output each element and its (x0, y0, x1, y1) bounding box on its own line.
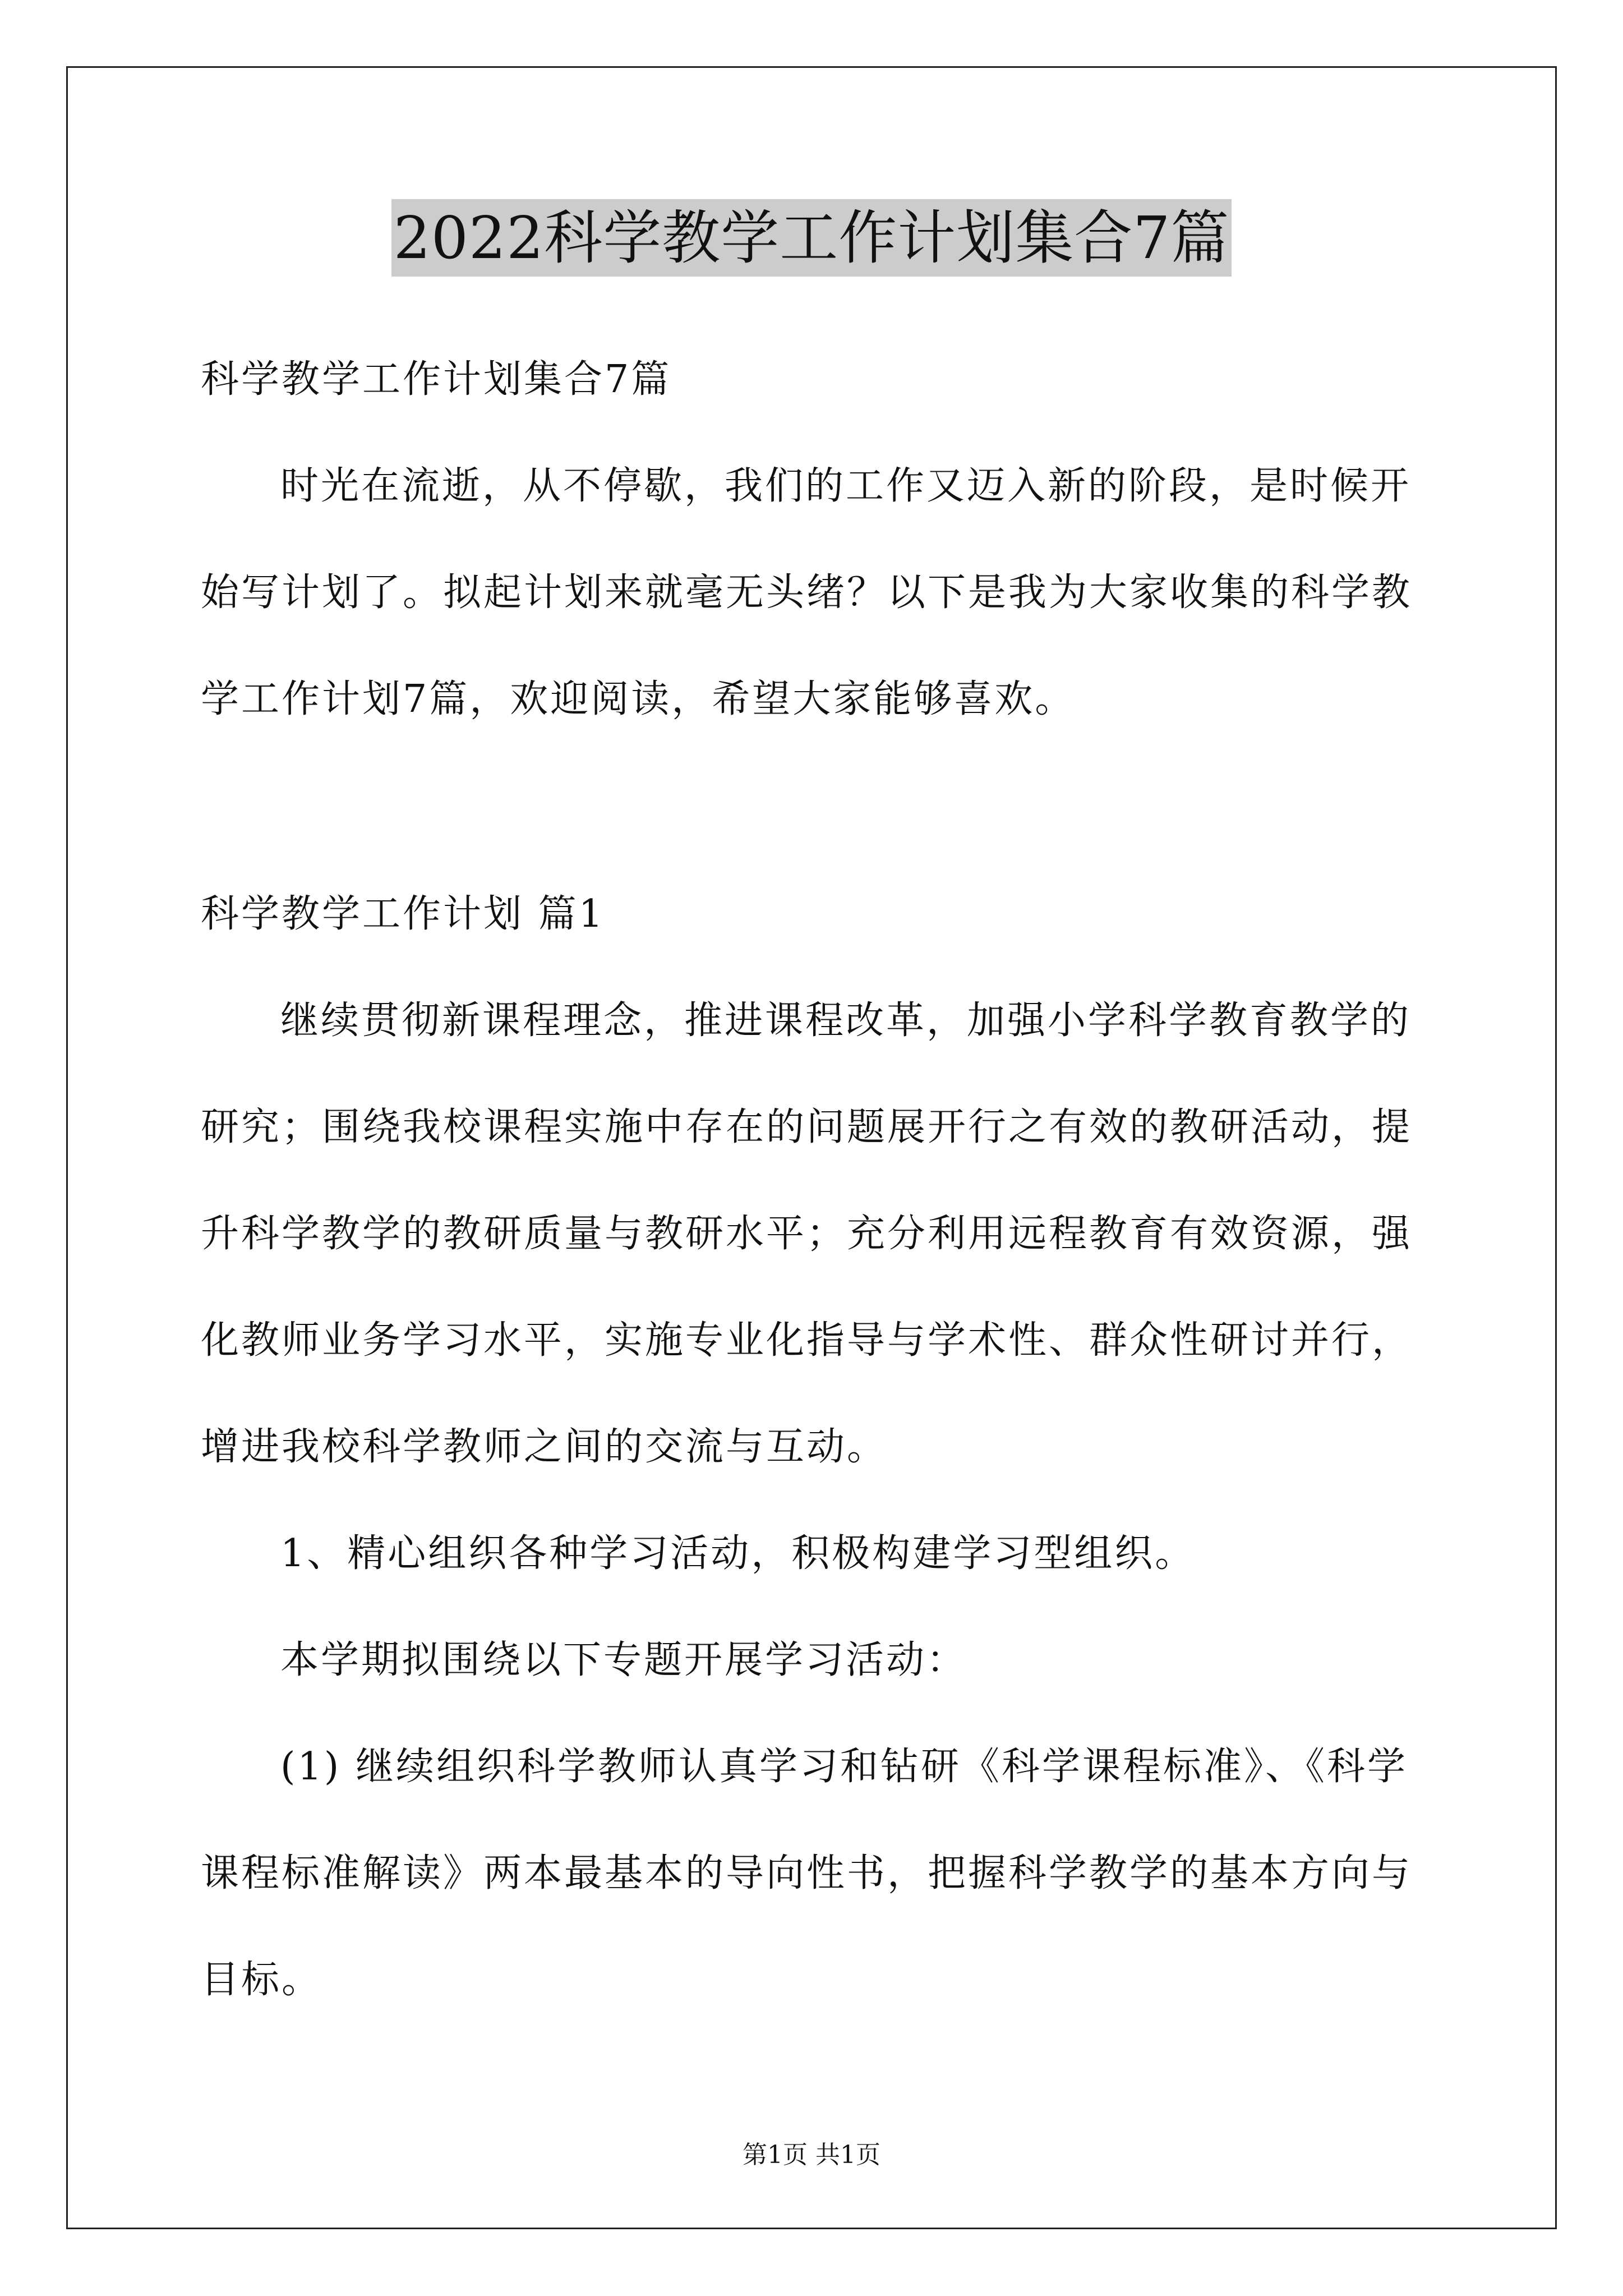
para1-line-5: 增进我校科学教师之间的交流与互动。 (201, 1425, 888, 1469)
document-title: 2022科学教学工作计划集合7篇 (391, 199, 1232, 277)
page-footer: 第1页 共1页 (743, 2141, 880, 2169)
intro-line-1: 时光在流逝，从不停歇，我们的工作又迈入新的阶段，是时候开 (280, 464, 1412, 508)
section-heading: 科学教学工作计划 篇1 (201, 892, 605, 936)
intro-line-3: 学工作计划7篇，欢迎阅读，希望大家能够喜欢。 (201, 677, 1076, 721)
subtitle: 科学教学工作计划集合7篇 (201, 357, 672, 402)
subitem1-line-2: 课程标准解读》两本最基本的导向性书，把握科学教学的基本方向与 (201, 1851, 1413, 1895)
intro-line-2: 始写计划了。拟起计划来就毫无头绪？以下是我为大家收集的科学教 (201, 570, 1413, 615)
para1-line-2: 研究；围绕我校课程实施中存在的问题展开行之有效的教研活动，提 (201, 1105, 1413, 1149)
para1-line-4: 化教师业务学习水平，实施专业化指导与学术性、群众性研讨并行， (201, 1318, 1413, 1363)
para1-line-3: 升科学教学的教研质量与教研水平；充分利用远程教育有效资源，强 (201, 1212, 1413, 1256)
subitem1-line-1: (1) 继续组织科学教师认真学习和钻研《科学课程标准》、《科学 (280, 1745, 1408, 1789)
title-container (0, 199, 1623, 277)
list-item-1: 1、精心组织各种学习活动，积极构建学习型组织。 (280, 1531, 1196, 1576)
para1-line-1: 继续贯彻新课程理念，推进课程改革，加强小学科学教育教学的 (280, 999, 1412, 1043)
subitem1-line-3: 目标。 (201, 1958, 322, 2002)
list-item-1-intro: 本学期拟围绕以下专题开展学习活动： (280, 1638, 967, 1682)
